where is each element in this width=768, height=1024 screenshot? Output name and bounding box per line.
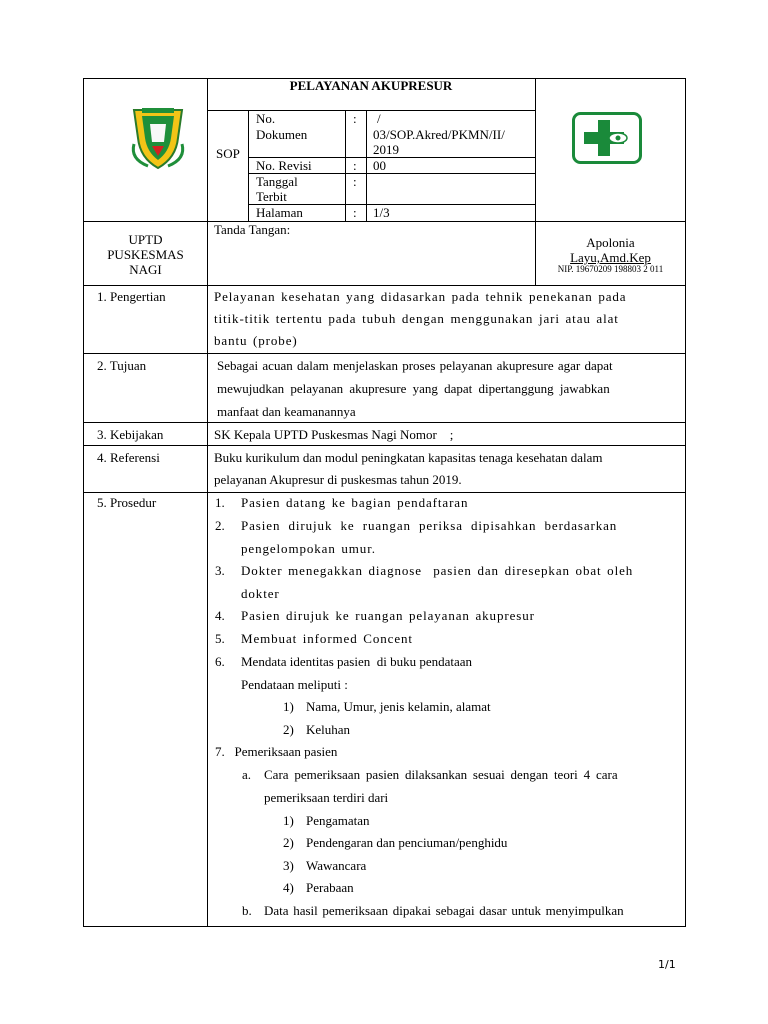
step-text: dokter (241, 586, 280, 601)
page-label: Halaman (256, 205, 303, 220)
date-label-2: Terbit (256, 189, 287, 204)
referensi-text-2: pelayanan Akupresur di puskesmas tahun 2019. (214, 472, 462, 487)
pengertian-text-3: bantu (probe) (214, 333, 298, 348)
tujuan-text-3: manfaat dan keamanannya (217, 404, 356, 419)
step-subtext: Pendataan meliputi : (241, 677, 348, 692)
org-name-line1: UPTD (128, 232, 163, 247)
substep-number: 2) (283, 835, 294, 850)
substep-number: 4) (283, 880, 294, 895)
doc-no-label-2: Dokumen (256, 127, 308, 142)
step-text: Pasien datang ke bagian pendaftaran (241, 495, 469, 510)
signature-label: Tanda Tangan: (214, 222, 291, 237)
substep-text: Cara pemeriksaan pasien dilaksankan sesuai dengan teori 4 cara (264, 767, 618, 782)
substep-number: 3) (283, 858, 294, 873)
tujuan-text: Sebagai acuan dalam menjelaskan proses pelayanan akupresure agar dapat (217, 358, 613, 373)
org-name-line3: NAGI (129, 262, 162, 277)
section-label-pengertian: 1. Pengertian (97, 289, 166, 304)
substep-text: Keluhan (306, 722, 351, 737)
section-label-prosedur: 5. Prosedur (97, 495, 157, 510)
step-number: 2. (215, 518, 225, 533)
substep-text: Nama, Umur, jenis kelamin, alamat (306, 699, 491, 714)
step-text: pengelompokan umur. (241, 541, 376, 556)
substep-text: Data hasil pemeriksaan dipakai sebagai dasar untuk menyimpulkan (264, 903, 624, 918)
doc-no-value: / (377, 111, 381, 126)
step-text: Pasien dirujuk ke ruangan pelayanan akupresur (241, 608, 535, 623)
kebijakan-text: SK Kepala UPTD Puskesmas Nagi Nomor ; (214, 427, 454, 442)
doc-no-value-3: 2019 (373, 142, 399, 157)
substep-letter: b. (242, 903, 252, 918)
signer-name-line2: Layu,Amd.Kep (570, 250, 651, 265)
step-number: 4. (215, 608, 225, 623)
page-value: 1/3 (373, 205, 390, 220)
step-number: 6. (215, 654, 225, 669)
date-label: Tanggal (256, 174, 298, 189)
revision-label: No. Revisi (256, 158, 312, 173)
substep-number: 2) (283, 722, 294, 737)
step-text: Membuat informed Concent (241, 631, 413, 646)
step-text: 7. Pemeriksaan pasien (215, 744, 338, 759)
regional-emblem-logo (128, 104, 188, 172)
pengertian-text: Pelayanan kesehatan yang didasarkan pada tehnik penekanan pada (214, 289, 627, 304)
page-colon: : (353, 205, 357, 220)
substep-number: 1) (283, 699, 294, 714)
puskesmas-cross-logo (572, 112, 642, 164)
substep-text: Pengamatan (306, 813, 370, 828)
revision-colon: : (353, 158, 357, 173)
org-name-line2: PUSKESMAS (107, 247, 184, 262)
step-number: 5. (215, 631, 225, 646)
pengertian-text-2: titik-titik tertentu pada tubuh dengan menggunakan jari atau alat (214, 311, 619, 326)
step-text: Dokter menegakkan diagnose pasien dan diresepkan obat oleh (241, 563, 634, 578)
step-number: 3. (215, 563, 225, 578)
revision-value: 00 (373, 158, 386, 173)
step-number: 1. (215, 495, 225, 510)
referensi-text: Buku kurikulum dan modul peningkatan kapasitas tenaga kesehatan dalam (214, 450, 603, 465)
substep-text: Pendengaran dan penciuman/penghidu (306, 835, 508, 850)
section-label-tujuan: 2. Tujuan (97, 358, 147, 373)
section-label-referensi: 4. Referensi (97, 450, 160, 465)
date-colon: : (353, 174, 357, 189)
substep-text: Perabaan (306, 880, 354, 895)
doc-no-value-2: 03/SOP.Akred/PKMN/II/ (373, 127, 505, 142)
doc-no-label: No. (256, 111, 276, 126)
document-title: PELAYANAN AKUPRESUR (289, 78, 453, 93)
sop-label: SOP (216, 146, 240, 161)
substep-text: pemeriksaan terdiri dari (264, 790, 389, 805)
substep-text: Wawancara (306, 858, 367, 873)
signer-name-line1: Apolonia (586, 235, 635, 250)
step-text: Mendata identitas pasien di buku pendataan (241, 654, 473, 669)
doc-no-colon: : (353, 111, 357, 126)
substep-number: 1) (283, 813, 294, 828)
page-number: 1/1 (658, 958, 676, 971)
substep-letter: a. (242, 767, 252, 782)
signer-nip: NIP. 19670209 198803 2 011 (557, 264, 664, 274)
section-label-kebijakan: 3. Kebijakan (97, 427, 164, 442)
step-text: Pasien dirujuk ke ruangan periksa dipisahkan berdasarkan (241, 518, 618, 533)
tujuan-text-2: mewujudkan pelayanan akupresure yang dapat dipertanggung jawabkan (217, 381, 610, 396)
